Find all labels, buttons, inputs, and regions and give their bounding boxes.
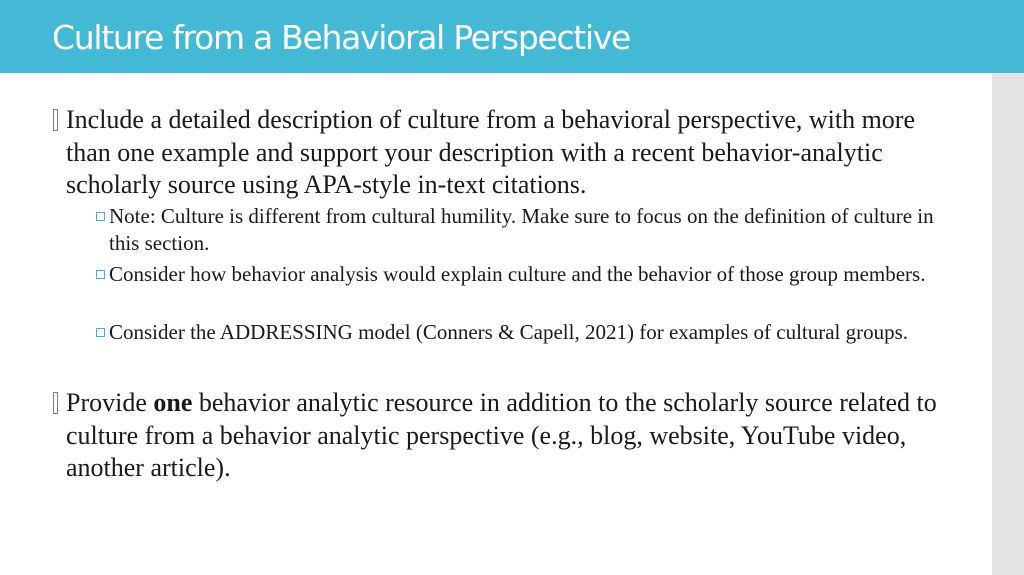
bullet-item (66, 104, 966, 202)
sub-bullet-text: Consider how behavior analysis would explain culture and the behavior of those group members. (109, 262, 926, 286)
sub-bullet-item (109, 261, 949, 288)
bullet-marker-icon (53, 109, 58, 131)
slide-title: Culture from a Behavioral Perspective (52, 18, 631, 57)
sub-bullet-item (109, 319, 949, 346)
sub-bullet-text: Consider the ADDRESSING model (Conners & Capell, 2021) for examples of cultural groups. (109, 320, 909, 344)
square-bullet-icon (96, 270, 105, 279)
right-side-bar (992, 73, 1024, 575)
sub-bullet-text: Note: Culture is different from cultural humility. Make sure to focus on the definition of culture in this section. (109, 204, 934, 255)
bullet-text-before: Provide (66, 388, 154, 417)
square-bullet-icon (96, 212, 105, 221)
bullet-text-after: behavior analytic resource in addition to the scholarly source related to culture from a behavior analytic perspective (e.g., blog, website, YouTube video, another article). (66, 388, 937, 482)
bullet-marker-icon (53, 392, 58, 414)
bullet-emphasis: one (153, 388, 193, 417)
square-bullet-icon (96, 328, 105, 337)
bullet-text: Include a detailed description of culture from a behavioral perspective, with more than one example and support your description with a recent behavior-analytic scholarly source using APA-style in-text citations. (66, 105, 915, 199)
sub-bullet-item (109, 203, 949, 257)
bullet-item (66, 387, 966, 485)
